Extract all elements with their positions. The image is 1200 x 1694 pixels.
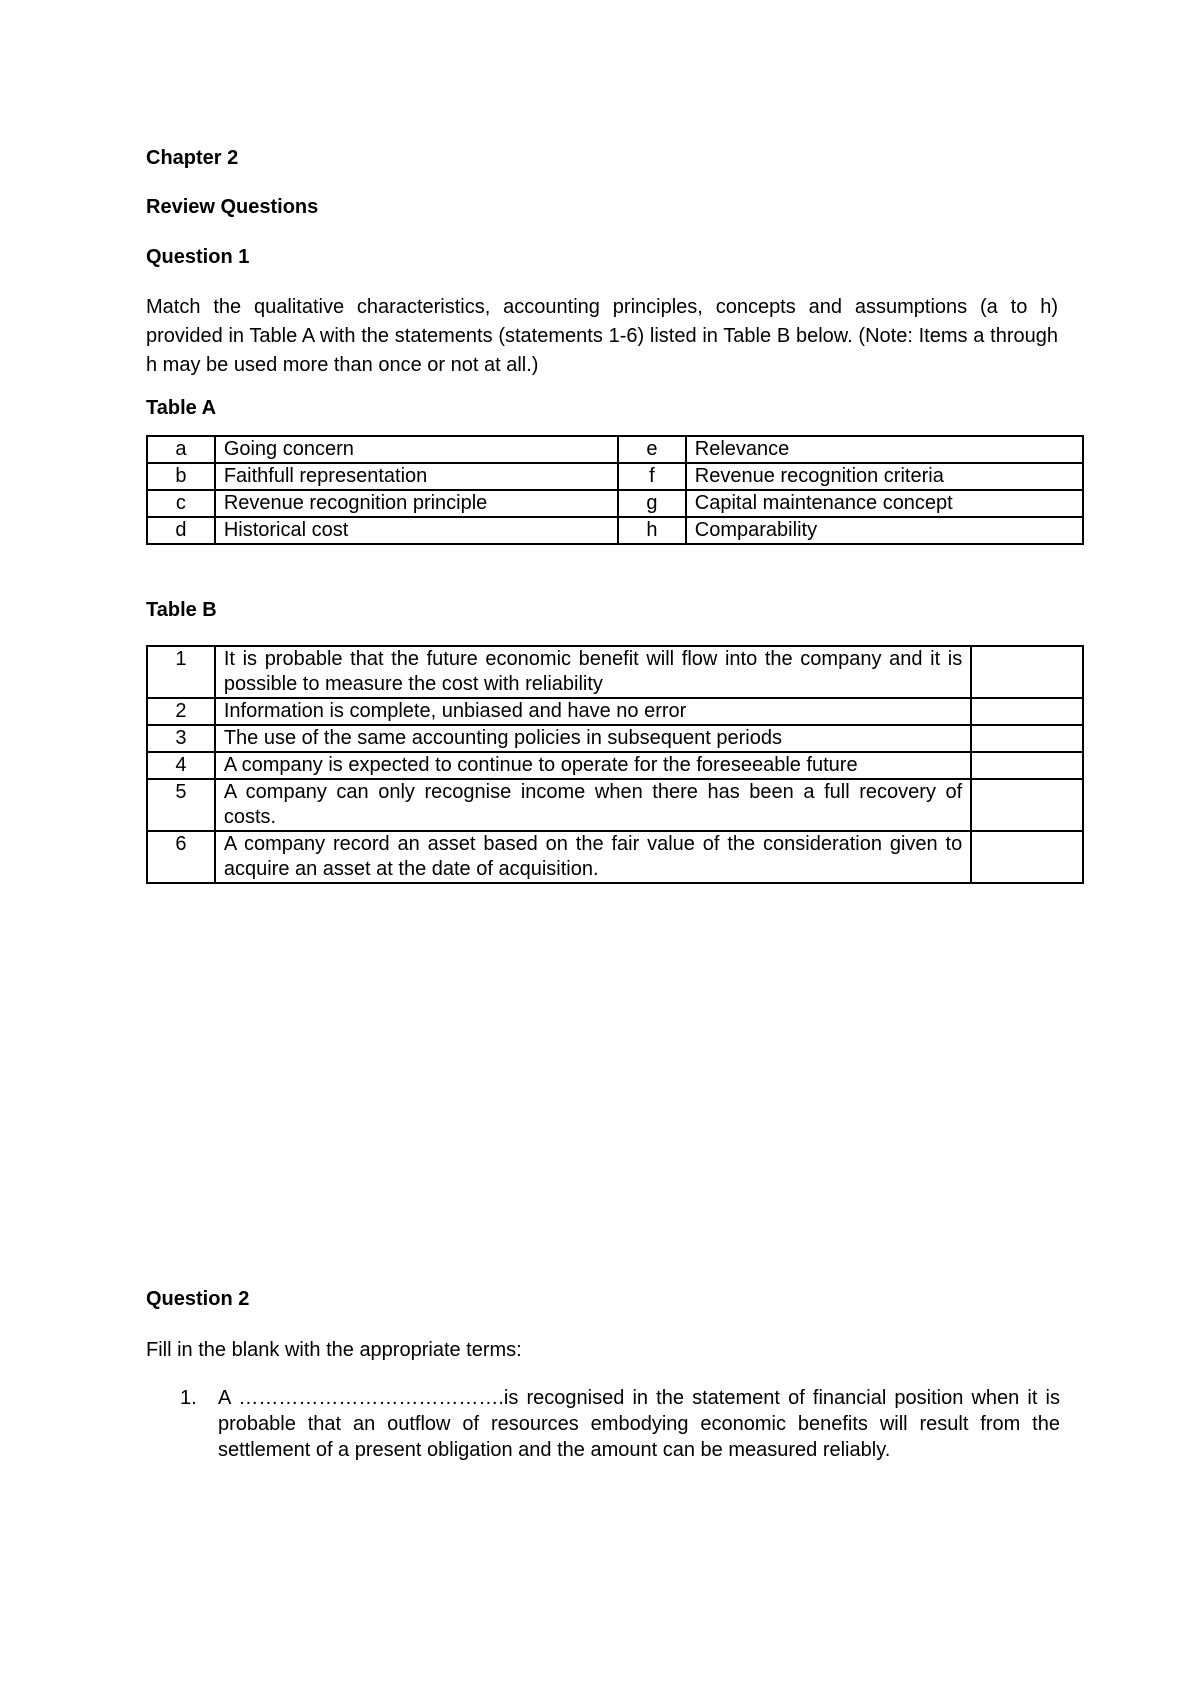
table-a-term: Going concern — [215, 436, 618, 463]
table-a-term: Revenue recognition criteria — [686, 463, 1083, 490]
answer-cell[interactable] — [971, 698, 1083, 725]
table-a-term: Historical cost — [215, 517, 618, 544]
list-item-number: 1. — [180, 1387, 197, 1409]
answer-cell[interactable] — [971, 752, 1083, 779]
table-b-row — [147, 725, 1083, 752]
chapter-title: Chapter 2 — [146, 147, 239, 169]
table-b-row — [147, 779, 1083, 831]
table-a-term: Comparability — [686, 517, 1083, 544]
question-1-title: Question 1 — [146, 246, 250, 268]
table-a-row — [147, 490, 1083, 517]
statement-text: Information is complete, unbiased and have no error — [215, 698, 971, 725]
table-a-key: g — [618, 490, 686, 517]
table-a-row — [147, 436, 1083, 463]
table-a — [146, 435, 1084, 545]
answer-cell[interactable] — [971, 646, 1083, 698]
question-2-instructions: Fill in the blank with the appropriate terms: — [146, 1339, 522, 1361]
statement-number: 5 — [147, 779, 215, 831]
table-b-title: Table B — [146, 599, 217, 621]
table-b-row — [147, 698, 1083, 725]
table-a-key: d — [147, 517, 215, 544]
table-a-key: e — [618, 436, 686, 463]
statement-text: The use of the same accounting policies in subsequent periods — [215, 725, 971, 752]
table-b-row — [147, 831, 1083, 883]
statement-number: 4 — [147, 752, 215, 779]
table-a-term: Capital maintenance concept — [686, 490, 1083, 517]
table-b-row — [147, 646, 1083, 698]
table-a-term: Faithfull representation — [215, 463, 618, 490]
table-a-key: b — [147, 463, 215, 490]
table-b-row — [147, 752, 1083, 779]
question-1-instructions: Match the qualitative characteristics, accounting principles, concepts and assumptions (a to h) provided in Table A with the statements (statements 1-6) listed in Table B below. (Note: Items a through h may be used more than once or not at all.) — [146, 296, 1058, 376]
answer-cell[interactable] — [971, 779, 1083, 831]
statement-text: A company can only recognise income when there has been a full recovery of costs. — [215, 779, 971, 831]
list-item-text: A ………………………………….is recognised in the statement of financial position when it is probable that an outflow of resources embodying economic benefits will result from the settlement of a present obligation and the amount can be measured reliably. — [218, 1387, 1060, 1461]
list-item — [180, 1385, 1060, 1463]
answer-cell[interactable] — [971, 725, 1083, 752]
table-a-key: c — [147, 490, 215, 517]
statement-number: 3 — [147, 725, 215, 752]
table-a-key: a — [147, 436, 215, 463]
statement-number: 2 — [147, 698, 215, 725]
answer-cell[interactable] — [971, 831, 1083, 883]
question-2-title: Question 2 — [146, 1288, 250, 1310]
table-a-row — [147, 517, 1083, 544]
statement-number: 6 — [147, 831, 215, 883]
table-a-key: h — [618, 517, 686, 544]
table-a-term: Revenue recognition principle — [215, 490, 618, 517]
statement-text: A company is expected to continue to operate for the foreseeable future — [215, 752, 971, 779]
statement-text: It is probable that the future economic benefit will flow into the company and it is possible to measure the cost with reliability — [215, 646, 971, 698]
statement-number: 1 — [147, 646, 215, 698]
section-title: Review Questions — [146, 196, 319, 218]
table-a-title: Table A — [146, 397, 217, 419]
table-a-row — [147, 463, 1083, 490]
table-a-key: f — [618, 463, 686, 490]
table-a-term: Relevance — [686, 436, 1083, 463]
table-b — [146, 645, 1084, 884]
statement-text: A company record an asset based on the fair value of the consideration given to acquire an asset at the date of acquisition. — [215, 831, 971, 883]
